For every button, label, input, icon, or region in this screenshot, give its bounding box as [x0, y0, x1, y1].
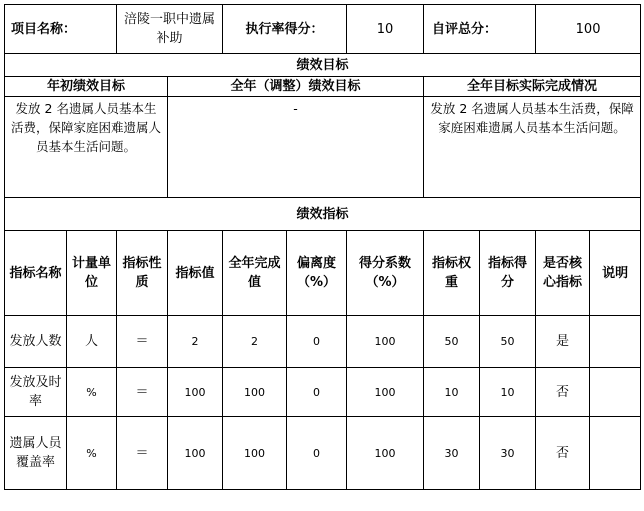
col-value: 指标值 [168, 231, 223, 316]
table-row [5, 417, 641, 490]
self-eval-label: 自评总分： [424, 5, 536, 54]
row-coefficient: 100 [347, 316, 424, 368]
goals-adjusted-text: - [168, 97, 424, 198]
col-score: 指标得分 [480, 231, 536, 316]
col-coefficient: 得分系数（%） [347, 231, 424, 316]
row-score: 50 [480, 316, 536, 368]
col-weight: 指标权重 [424, 231, 480, 316]
col-remark: 说明 [590, 231, 641, 316]
row-value: 100 [168, 368, 223, 417]
table-row [5, 368, 641, 417]
self-eval-total: 100 [536, 5, 641, 54]
row-deviation: 0 [287, 368, 347, 417]
goals-actual-text: 发放 2 名遗属人员基本生活费，保障家庭困难遗属人员基本生活问题。 [424, 97, 641, 198]
row-coefficient: 100 [347, 417, 424, 490]
col-deviation: 偏离度（%） [287, 231, 347, 316]
row-remark [590, 417, 641, 490]
goals-header-row [5, 77, 641, 97]
row-nature: ＝ [117, 316, 168, 368]
goals-col-actual: 全年目标实际完成情况 [424, 77, 641, 97]
row-name: 发放人数 [5, 316, 67, 368]
row-core: 是 [536, 316, 590, 368]
execution-score-value: 10 [347, 5, 424, 54]
row-nature: ＝ [117, 417, 168, 490]
col-nature: 指标性质 [117, 231, 168, 316]
header-row [5, 5, 641, 54]
project-name-label: 项目名称： [5, 5, 117, 54]
row-unit: % [67, 417, 117, 490]
row-value: 2 [168, 316, 223, 368]
performance-evaluation-form [4, 4, 641, 490]
row-name: 遗属人员覆盖率 [5, 417, 67, 490]
goals-col-adjusted: 全年（调整）绩效目标 [168, 77, 424, 97]
table-row [5, 316, 641, 368]
row-weight: 30 [424, 417, 480, 490]
row-completed: 100 [223, 368, 287, 417]
row-deviation: 0 [287, 316, 347, 368]
col-indicator-name: 指标名称 [5, 231, 67, 316]
row-score: 30 [480, 417, 536, 490]
indicators-section-row [5, 198, 641, 231]
row-nature: ＝ [117, 368, 168, 417]
row-remark [590, 316, 641, 368]
row-core: 否 [536, 368, 590, 417]
goals-initial-text: 发放 2 名遗属人员基本生活费，保障家庭困难遗属人员基本生活问题。 [5, 97, 168, 198]
row-completed: 100 [223, 417, 287, 490]
indicators-header-row [5, 231, 641, 316]
row-name: 发放及时率 [5, 368, 67, 417]
project-name-value: 涪陵一职中遗属补助 [117, 5, 223, 54]
col-completed: 全年完成值 [223, 231, 287, 316]
row-score: 10 [480, 368, 536, 417]
col-core: 是否核心指标 [536, 231, 590, 316]
col-unit: 计量单位 [67, 231, 117, 316]
row-weight: 50 [424, 316, 480, 368]
row-unit: 人 [67, 316, 117, 368]
execution-score-label: 执行率得分： [223, 5, 347, 54]
row-weight: 10 [424, 368, 480, 417]
evaluation-table [4, 4, 641, 490]
row-completed: 2 [223, 316, 287, 368]
goals-content-row [5, 97, 641, 198]
row-coefficient: 100 [347, 368, 424, 417]
row-deviation: 0 [287, 417, 347, 490]
indicators-section-title: 绩效指标 [5, 198, 641, 231]
row-unit: % [67, 368, 117, 417]
goals-section-row [5, 54, 641, 77]
goals-col-initial: 年初绩效目标 [5, 77, 168, 97]
row-core: 否 [536, 417, 590, 490]
row-value: 100 [168, 417, 223, 490]
row-remark [590, 368, 641, 417]
goals-section-title: 绩效目标 [5, 54, 641, 77]
